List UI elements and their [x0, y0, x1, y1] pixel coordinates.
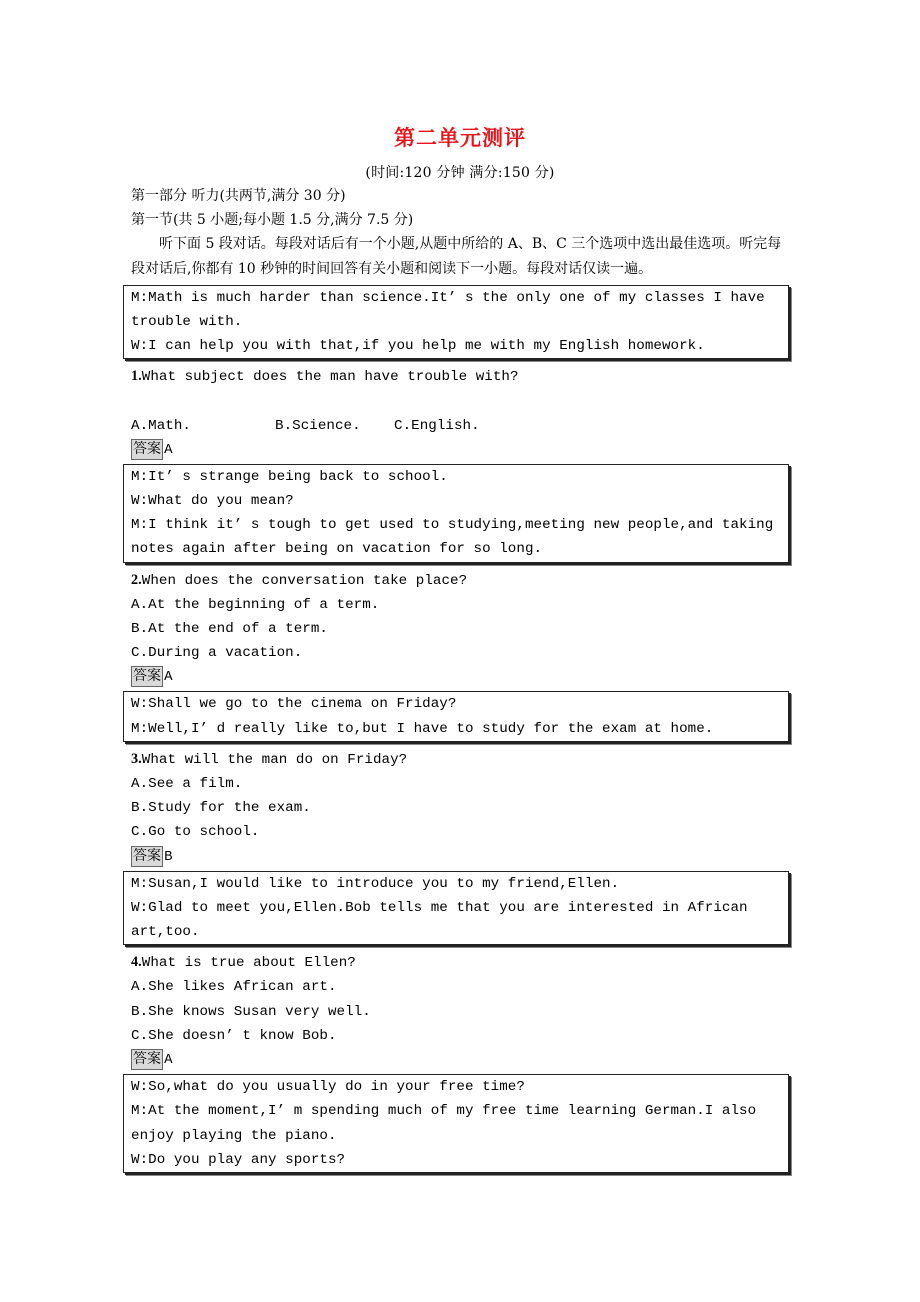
- dialogue-box-1: [123, 285, 789, 360]
- dialogue-line: W:Shall we go to the cinema on Friday?: [131, 696, 457, 713]
- answer-value: A: [164, 669, 173, 686]
- question-2: [131, 568, 791, 593]
- dialogue-box-4: [123, 871, 789, 946]
- question-text: What will the man do on Friday?: [141, 751, 408, 768]
- option-a: A.Math.: [131, 417, 191, 434]
- option-c: C.English.: [394, 417, 480, 434]
- dialogue-box-2: [123, 464, 789, 563]
- answer-value: A: [164, 1052, 173, 1069]
- dialogue-line: W:Glad to meet you,Ellen.Bob tells me that you are interested in African art,too.: [131, 899, 748, 941]
- dialogue-line: M:Well,I’ d really like to,but I have to study for the exam at home.: [131, 720, 714, 737]
- options-row: [131, 414, 791, 438]
- option-c: C.During a vacation.: [131, 645, 303, 662]
- section-heading: 第一节(共 5 小题;每小题 1.5 分,满分 7.5 分): [131, 212, 414, 229]
- answer-badge[interactable]: 答案: [131, 1049, 163, 1070]
- question-number: 3.: [131, 750, 142, 767]
- dialogue-box-3: [123, 691, 789, 741]
- dialogue-line: M:Susan,I would like to introduce you to my friend,Ellen.: [131, 875, 620, 892]
- page-title: 第二单元测评: [394, 126, 526, 150]
- question-4: [131, 950, 791, 975]
- question-number: 2.: [131, 571, 142, 588]
- answer-row: [131, 438, 791, 462]
- answer-row: [131, 665, 791, 689]
- dialogue-line: W:Do you play any sports?: [131, 1151, 346, 1168]
- part-heading: 第一部分 听力(共两节,满分 30 分): [131, 188, 346, 204]
- instructions: 听下面 5 段对话。每段对话后有一个小题,从题中所给的 A、B、C 三个选项中选出最佳选项。听完每段对话后,你都有 10 秒钟的时间回答有关小题和阅读下一小题。每段对话仅读一遍。: [131, 236, 782, 277]
- question-3: [131, 747, 791, 772]
- question-1: [131, 364, 791, 389]
- dialogue-line: W:I can help you with that,if you help me with my English homework.: [131, 338, 705, 355]
- spacer: [131, 390, 791, 414]
- answer-badge[interactable]: 答案: [131, 439, 163, 460]
- dialogue-line: M:It’ s strange being back to school.: [131, 468, 448, 485]
- option-c: C.Go to school.: [131, 824, 260, 841]
- option-a: A.At the beginning of a term.: [131, 596, 380, 613]
- question-number: 1.: [131, 368, 142, 385]
- option-a: A.See a film.: [131, 776, 243, 793]
- answer-value: A: [164, 441, 173, 458]
- answer-badge[interactable]: 答案: [131, 846, 163, 867]
- question-text: What subject does the man have trouble with?: [141, 369, 519, 386]
- dialogue-line: W:So,what do you usually do in your free time?: [131, 1079, 525, 1096]
- exam-time-score: (时间:120 分钟 满分:150 分): [365, 165, 555, 181]
- answer-value: B: [164, 848, 173, 865]
- question-text: What is true about Ellen?: [141, 955, 356, 972]
- answer-row: [131, 845, 791, 869]
- exam-content: [131, 184, 791, 1178]
- option-b: B.Science.: [275, 417, 361, 434]
- option-a: A.She likes African art.: [131, 979, 337, 996]
- dialogue-line: M:Math is much harder than science.It’ s the only one of my classes I have trouble with.: [131, 289, 765, 331]
- dialogue-line: M:I think it’ s tough to get used to studying,meeting new people,and taking notes again after being on vacation for so long.: [131, 517, 774, 558]
- option-b: B.She knows Susan very well.: [131, 1003, 371, 1020]
- question-text: When does the conversation take place?: [141, 572, 468, 589]
- dialogue-box-5: [123, 1074, 789, 1173]
- question-number: 4.: [131, 954, 142, 971]
- option-c: C.She doesn’ t know Bob.: [131, 1027, 337, 1044]
- answer-badge[interactable]: 答案: [131, 666, 163, 687]
- dialogue-line: M:At the moment,I’ m spending much of my free time learning German.I also enjoy playing the piano.: [131, 1103, 757, 1144]
- option-b: B.Study for the exam.: [131, 800, 311, 817]
- option-b: B.At the end of a term.: [131, 621, 328, 638]
- answer-row: [131, 1048, 791, 1072]
- dialogue-line: W:What do you mean?: [131, 493, 294, 510]
